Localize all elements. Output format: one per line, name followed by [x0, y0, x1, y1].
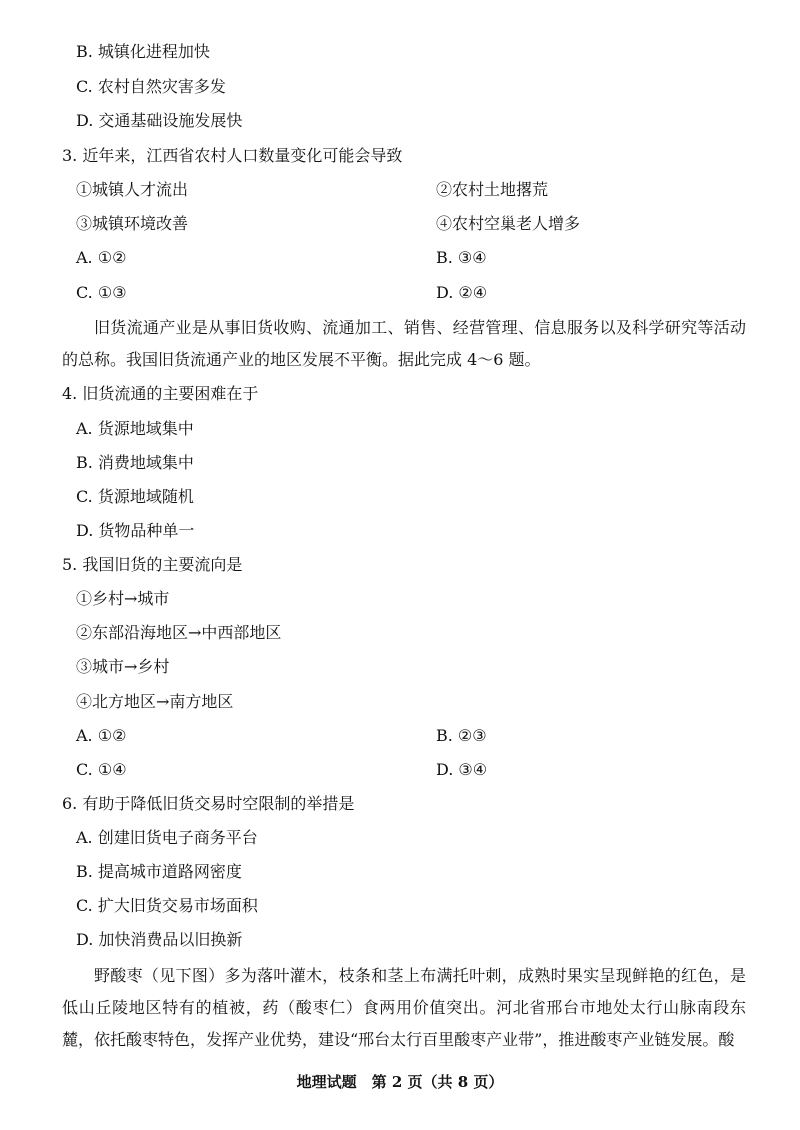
q3-item-4: ④农村空巢老人增多 — [436, 214, 581, 233]
q4-option-d: D. 货物品种单一 — [76, 521, 195, 540]
q3-option-d: D. ②④ — [436, 283, 488, 302]
passage-used-goods: 旧货流通产业是从事旧货收购、流通加工、销售、经营管理、信息服务以及科学研究等活动的总称。我国旧货流通产业的地区发展不平衡。据此完成 4～6 题。 — [62, 318, 746, 369]
q6-option-c: C. 扩大旧货交易市场面积 — [76, 896, 258, 915]
q2-option-c: C. 农村自然灾害多发 — [76, 77, 226, 96]
q6-stem: 6. 有助于降低旧货交易时空限制的举措是 — [62, 794, 355, 813]
q5-item-3: ③城市→乡村 — [76, 657, 170, 676]
q5-option-b: B. ②③ — [436, 726, 487, 745]
q3-option-b: B. ③④ — [436, 248, 487, 267]
q4-option-b: B. 消费地域集中 — [76, 453, 194, 472]
q2-option-b: B. 城镇化进程加快 — [76, 42, 210, 61]
q6-option-a: A. 创建旧货电子商务平台 — [76, 828, 258, 847]
q6-option-d: D. 加快消费品以旧换新 — [76, 930, 243, 949]
q3-item-3: ③城镇环境改善 — [76, 214, 189, 233]
q3-stem: 3. 近年来，江西省农村人口数量变化可能会导致 — [62, 146, 403, 165]
q5-option-d: D. ③④ — [436, 760, 488, 779]
q5-item-4: ④北方地区→南方地区 — [76, 692, 234, 711]
q5-item-2: ②东部沿海地区→中西部地区 — [76, 623, 282, 642]
q3-option-c: C. ①③ — [76, 283, 127, 302]
q2-option-d: D. 交通基础设施发展快 — [76, 111, 243, 130]
q6-option-b: B. 提高城市道路网密度 — [76, 862, 242, 881]
q4-stem: 4. 旧货流通的主要困难在于 — [62, 384, 259, 403]
page-footer: 地理试题 第 2 页（共 8 页） — [296, 1073, 504, 1091]
q5-stem: 5. 我国旧货的主要流向是 — [62, 555, 243, 574]
q4-option-c: C. 货源地域随机 — [76, 487, 194, 506]
q3-option-a: A. ①② — [76, 248, 127, 267]
q5-option-a: A. ①② — [76, 726, 127, 745]
q5-option-c: C. ①④ — [76, 760, 127, 779]
q3-item-1: ①城镇人才流出 — [76, 180, 189, 199]
q4-option-a: A. 货源地域集中 — [76, 419, 194, 438]
q3-item-2: ②农村土地撂荒 — [436, 180, 549, 199]
passage-wild-jujube: 野酸枣（见下图）多为落叶灌木，枝条和茎上布满托叶刺，成熟时果实呈现鲜艳的红色，是低山丘陵地区特有的植被，药（酸枣仁）食两用价值突出。河北省邢台市地处太行山脉南段东麓，依托酸枣特色，发挥产业优势，建设“邢台太行百里酸枣产业带”，推进酸枣产业链发展。酸 — [62, 966, 746, 1049]
q5-item-1: ①乡村→城市 — [76, 589, 170, 608]
